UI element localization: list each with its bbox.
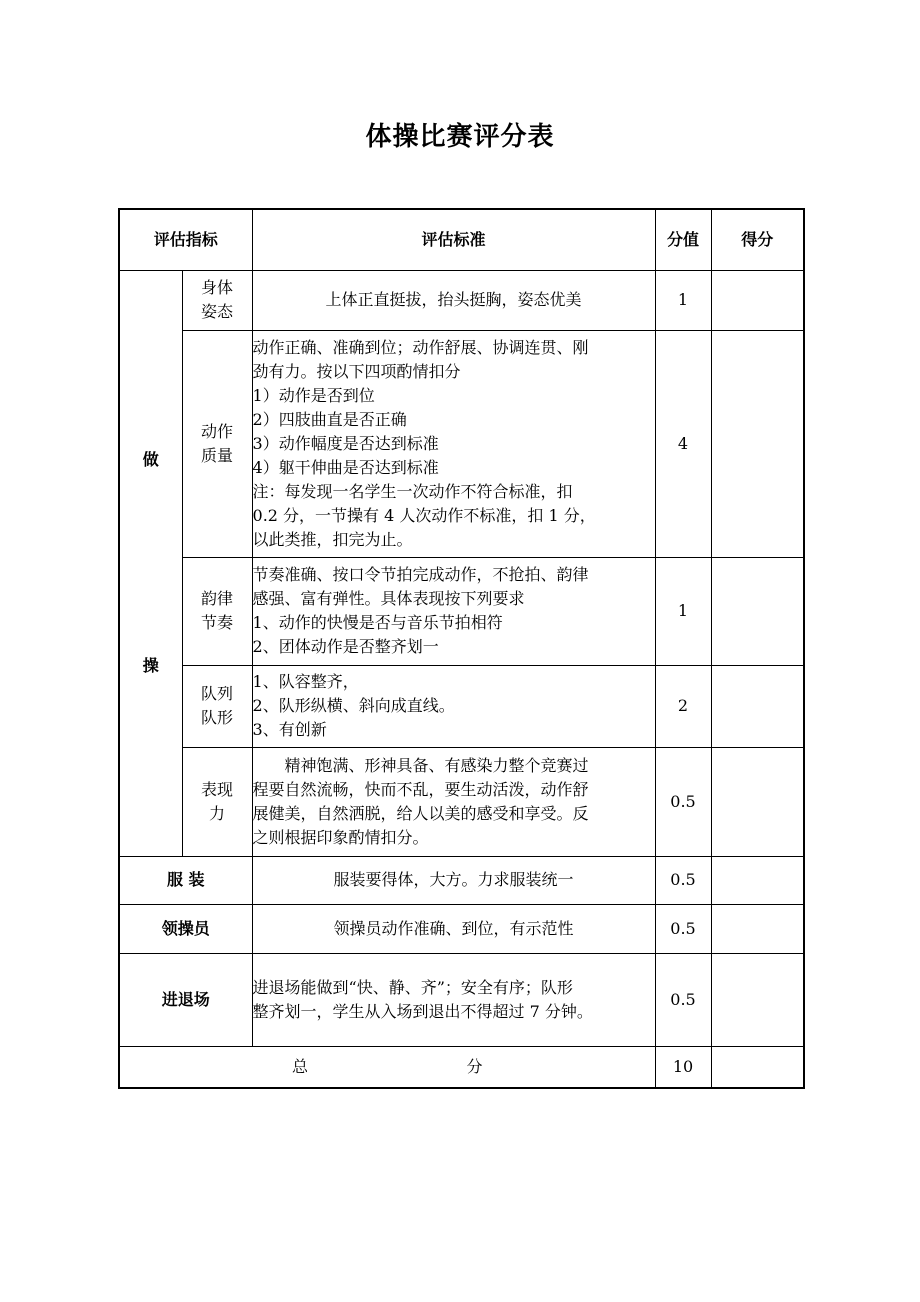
standard-line: 上体正直挺拔，抬头挺胸，姿态优美 [325,290,582,309]
table-row [119,953,804,1046]
standard-line: 展健美，自然洒脱，给人以美的感受和享受。反 [252,803,589,823]
standard-line: 1、队容整齐， [252,672,359,691]
header-indicator: 评估指标 [119,209,252,270]
standard-line: 感强、富有弹性。具体表现按下列要求 [252,589,525,608]
standard-line: 1）动作是否到位 [252,385,375,405]
table-row [119,856,804,904]
value-cell: 0.5 [655,904,711,953]
category-line: 质量 [201,445,234,465]
standard-line: 0.2 分，一节操有 4 人次动作不标准，扣 1 分， [252,505,596,525]
score-cell[interactable] [711,904,804,953]
table-row [119,557,804,665]
total-label-left: 总 [292,1056,309,1076]
category-cell [182,330,252,557]
standard-line: 1、动作的快慢是否与音乐节拍相符 [252,613,503,632]
category-line: 队列 [201,684,234,703]
row-label-costume: 服 装 [119,856,252,904]
standard-cell: 服装要得体，大方。力求服装统一 [252,856,655,904]
total-label-right: 分 [466,1056,483,1076]
table-header-row [119,209,804,270]
table-row [119,330,804,557]
standard-cell [252,330,655,557]
score-cell[interactable] [711,557,804,665]
score-table [118,208,805,1089]
standard-line: 2、团体动作是否整齐划一 [252,637,439,656]
standard-cell: 领操员动作准确、到位，有示范性 [252,904,655,953]
value-cell: 1 [655,557,711,665]
row-label-entry-exit: 进退场 [119,953,252,1046]
side-group-chars [120,448,182,678]
header-standard: 评估标准 [252,209,655,270]
category-line: 力 [209,803,226,823]
table-row [119,747,804,856]
standard-line: 整齐划一，学生从入场到退出不得超过 7 分钟。 [252,1001,593,1021]
standard-line: 以此类推，扣完为止。 [252,529,413,549]
category-line: 韵律 [201,589,234,608]
standard-line: 之则根据印象酌情扣分。 [252,827,429,847]
standard-line: 节奏准确、按口令节拍完成动作，不抢拍、韵律 [252,565,589,584]
score-cell[interactable] [711,330,804,557]
side-char-1: 做 [142,450,159,469]
standard-cell [252,747,655,856]
category-line: 身体 [201,278,234,297]
value-cell: 0.5 [655,747,711,856]
standard-line: 2、队形纵横、斜向成直线。 [252,696,455,715]
category-line: 表现 [201,779,234,799]
standard-line: 进退场能做到“快、静、齐”；安全有序；队形 [252,977,573,997]
score-cell[interactable] [711,953,804,1046]
side-group-cell [119,270,182,856]
total-value-cell: 10 [655,1046,711,1088]
total-row [119,1046,804,1088]
value-cell: 0.5 [655,856,711,904]
standard-line: 劲有力。按以下四项酌情扣分 [252,361,461,381]
category-line: 动作 [201,421,234,441]
standard-line: 2）四肢曲直是否正确 [252,409,407,429]
category-cell [182,557,252,665]
score-cell[interactable] [711,270,804,330]
total-label-cell [119,1046,655,1088]
table-row [119,904,804,953]
side-char-2: 操 [142,656,159,675]
category-line: 节奏 [201,613,234,632]
category-cell [182,747,252,856]
value-cell: 2 [655,665,711,747]
standard-line: 程要自然流畅，快而不乱，要生动活泼，动作舒 [252,779,589,799]
standard-line: 3、有创新 [252,720,327,739]
table-row [119,270,804,330]
page-title: 体操比赛评分表 [365,122,555,152]
standard-line: 注：每发现一名学生一次动作不符合标准，扣 [252,481,573,501]
category-line: 姿态 [201,302,234,321]
score-cell[interactable] [711,747,804,856]
standard-line: 4）躯干伸曲是否达到标准 [252,457,439,477]
standard-cell [252,270,655,330]
header-score: 得分 [711,209,804,270]
score-cell[interactable] [711,856,804,904]
standard-cell [252,953,655,1046]
total-score-cell[interactable] [711,1046,804,1088]
row-label-leader: 领操员 [119,904,252,953]
standard-cell [252,557,655,665]
standard-line: 3）动作幅度是否达到标准 [252,433,439,453]
standard-line: 精神饱满、形神具备、有感染力整个竞赛过 [284,755,589,775]
value-cell: 4 [655,330,711,557]
category-line: 队形 [201,708,234,727]
value-cell: 1 [655,270,711,330]
standard-line: 动作正确、准确到位；动作舒展、协调连贯、刚 [252,337,589,357]
value-cell: 0.5 [655,953,711,1046]
standard-cell [252,665,655,747]
category-cell [182,665,252,747]
header-value: 分值 [655,209,711,270]
category-cell [182,270,252,330]
score-cell[interactable] [711,665,804,747]
table-row [119,665,804,747]
